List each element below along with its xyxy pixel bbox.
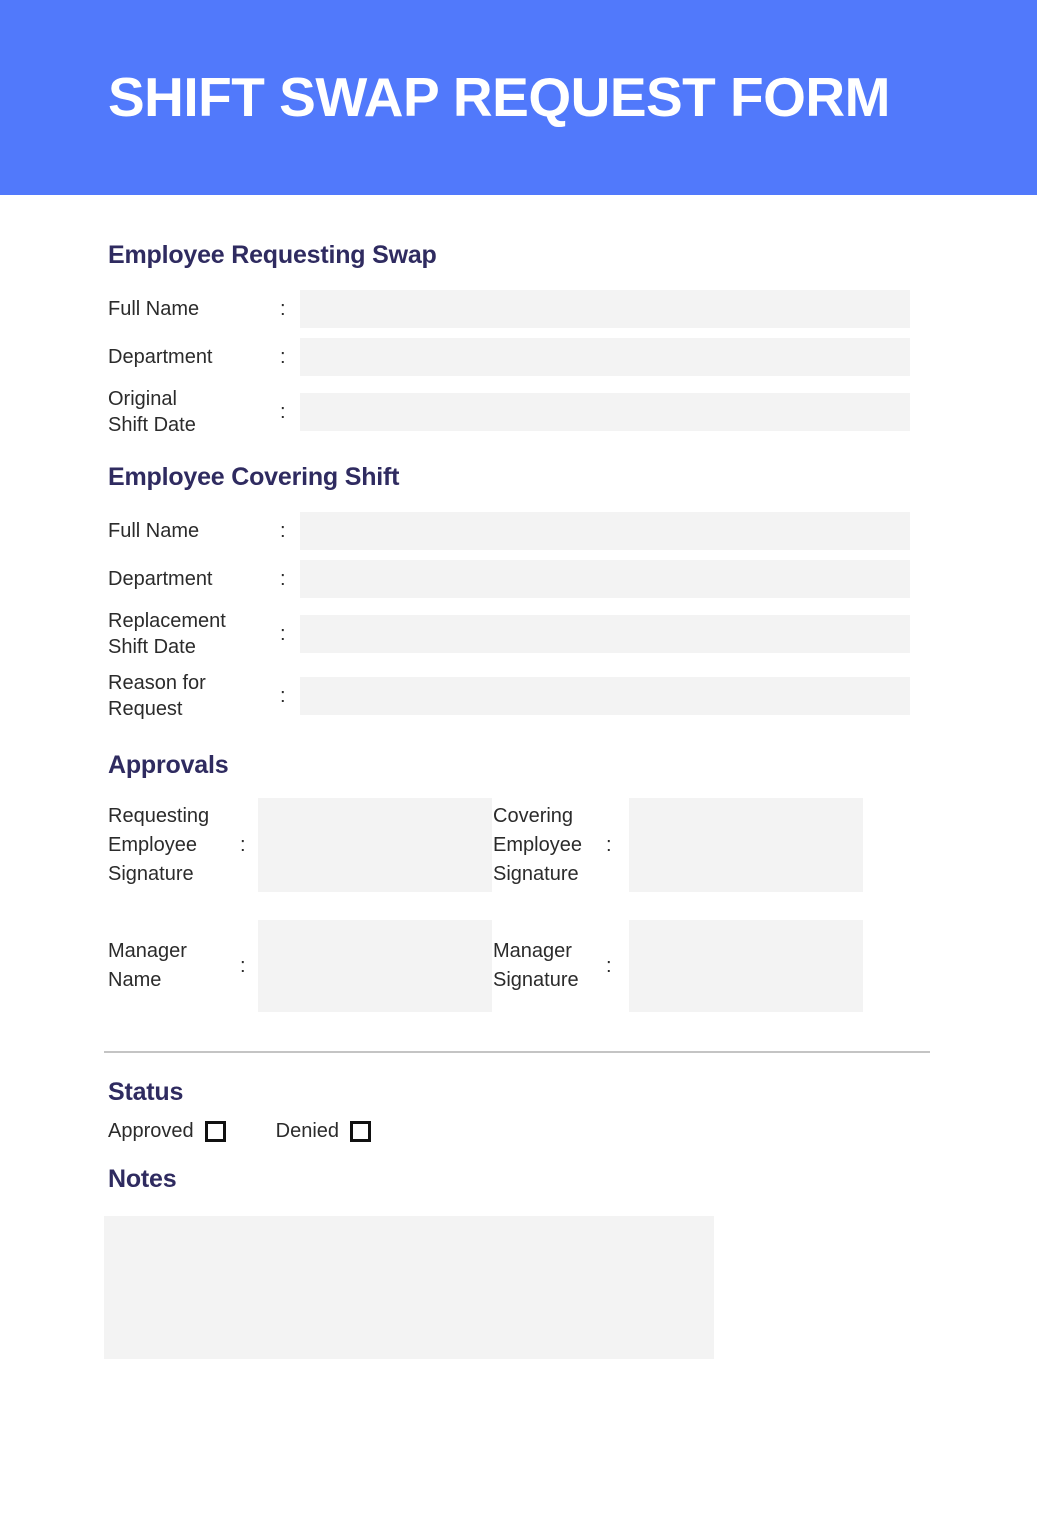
input-requesting-full-name[interactable]: [300, 290, 910, 328]
section-heading-notes: Notes: [108, 1165, 177, 1193]
section-heading-approvals: Approvals: [108, 751, 229, 779]
label-manager-signature: [493, 937, 606, 995]
input-requesting-department[interactable]: [300, 338, 910, 376]
colon-reason-for-request: :: [280, 685, 286, 707]
checkbox-approved-icon[interactable]: [205, 1121, 226, 1142]
colon-covering-full-name: :: [280, 520, 286, 542]
label-requesting-employee-signature-line2: Employee: [108, 833, 197, 856]
label-requesting-employee-signature-line3: Signature: [108, 862, 194, 885]
label-covering-employee-signature-line2: Employee: [493, 833, 582, 856]
input-manager-signature[interactable]: [629, 920, 863, 1012]
field-row-manager-signature: [493, 920, 1037, 1012]
section-divider: [104, 1051, 930, 1053]
checkbox-denied-icon[interactable]: [350, 1121, 371, 1142]
label-manager-name-line2: Name: [108, 969, 162, 991]
field-row-requesting-full-name: [108, 290, 1037, 328]
label-original-shift-date-line1: Original: [108, 388, 177, 410]
label-replacement-shift-date-line1: Replacement: [108, 610, 226, 632]
label-covering-employee-signature-line1: Covering: [493, 804, 574, 827]
status-option-denied[interactable]: [276, 1119, 371, 1143]
label-manager-name-line1: Manager: [108, 940, 187, 962]
notes-textarea[interactable]: [104, 1216, 714, 1359]
label-covering-employee-signature-line3: Signature: [493, 862, 579, 885]
section-heading-status: Status: [108, 1078, 184, 1106]
field-row-requesting-department: [108, 338, 1037, 376]
field-row-manager-name: [108, 920, 493, 1012]
label-original-shift-date-line2: Shift Date: [108, 414, 196, 436]
field-row-original-shift-date: [108, 386, 1037, 438]
status-option-denied-label: Denied: [275, 1120, 340, 1142]
input-original-shift-date[interactable]: [300, 393, 910, 431]
label-covering-department: Department: [108, 568, 213, 590]
label-manager-signature-line2: Signature: [493, 969, 579, 991]
label-manager-signature-line1: Manager: [493, 940, 572, 962]
colon-manager-name: :: [240, 954, 246, 977]
colon-requesting-department: :: [280, 346, 286, 368]
input-requesting-employee-signature[interactable]: [258, 798, 492, 892]
status-options-row: [0, 1119, 1037, 1143]
page-title: SHIFT SWAP REQUEST FORM: [108, 66, 890, 128]
colon-requesting-full-name: :: [280, 298, 286, 320]
label-reason-for-request-line2: Request: [108, 698, 183, 720]
label-requesting-department: Department: [108, 346, 213, 368]
section-requesting-fields: [0, 290, 1037, 438]
section-approvals-grid: [0, 798, 1037, 1012]
field-row-covering-department: [108, 560, 1037, 598]
input-covering-employee-signature[interactable]: [629, 798, 863, 892]
field-row-requesting-employee-signature: [108, 798, 493, 892]
colon-covering-department: :: [280, 568, 286, 590]
label-replacement-shift-date-line2: Shift Date: [108, 636, 196, 658]
label-manager-name: [108, 937, 240, 995]
form-header-banner: [0, 0, 1037, 195]
label-reason-for-request: [108, 670, 280, 722]
input-covering-full-name[interactable]: [300, 512, 910, 550]
label-covering-full-name: Full Name: [108, 520, 200, 542]
input-reason-for-request[interactable]: [300, 677, 910, 715]
label-covering-employee-signature: [493, 802, 606, 889]
colon-original-shift-date: :: [280, 401, 286, 423]
colon-requesting-employee-signature: :: [240, 833, 246, 856]
field-row-covering-full-name: [108, 512, 1037, 550]
field-row-covering-employee-signature: [493, 798, 1037, 892]
colon-covering-employee-signature: :: [606, 833, 612, 856]
form-body: [0, 195, 1037, 1359]
section-heading-requesting: Employee Requesting Swap: [108, 241, 437, 269]
status-option-approved[interactable]: [108, 1119, 226, 1143]
section-covering-fields: [0, 512, 1037, 722]
colon-replacement-shift-date: :: [280, 623, 286, 645]
input-replacement-shift-date[interactable]: [300, 615, 910, 653]
label-requesting-full-name: Full Name: [108, 298, 200, 320]
status-option-approved-label: Approved: [108, 1120, 194, 1142]
label-requesting-employee-signature: [108, 802, 240, 889]
field-row-replacement-shift-date: [108, 608, 1037, 660]
label-original-shift-date: [108, 386, 280, 438]
input-manager-name[interactable]: [258, 920, 492, 1012]
label-replacement-shift-date: [108, 608, 280, 660]
label-reason-for-request-line1: Reason for: [108, 672, 206, 694]
section-heading-covering: Employee Covering Shift: [108, 463, 400, 491]
field-row-reason-for-request: [108, 670, 1037, 722]
colon-manager-signature: :: [606, 954, 612, 977]
input-covering-department[interactable]: [300, 560, 910, 598]
label-requesting-employee-signature-line1: Requesting: [108, 804, 210, 827]
